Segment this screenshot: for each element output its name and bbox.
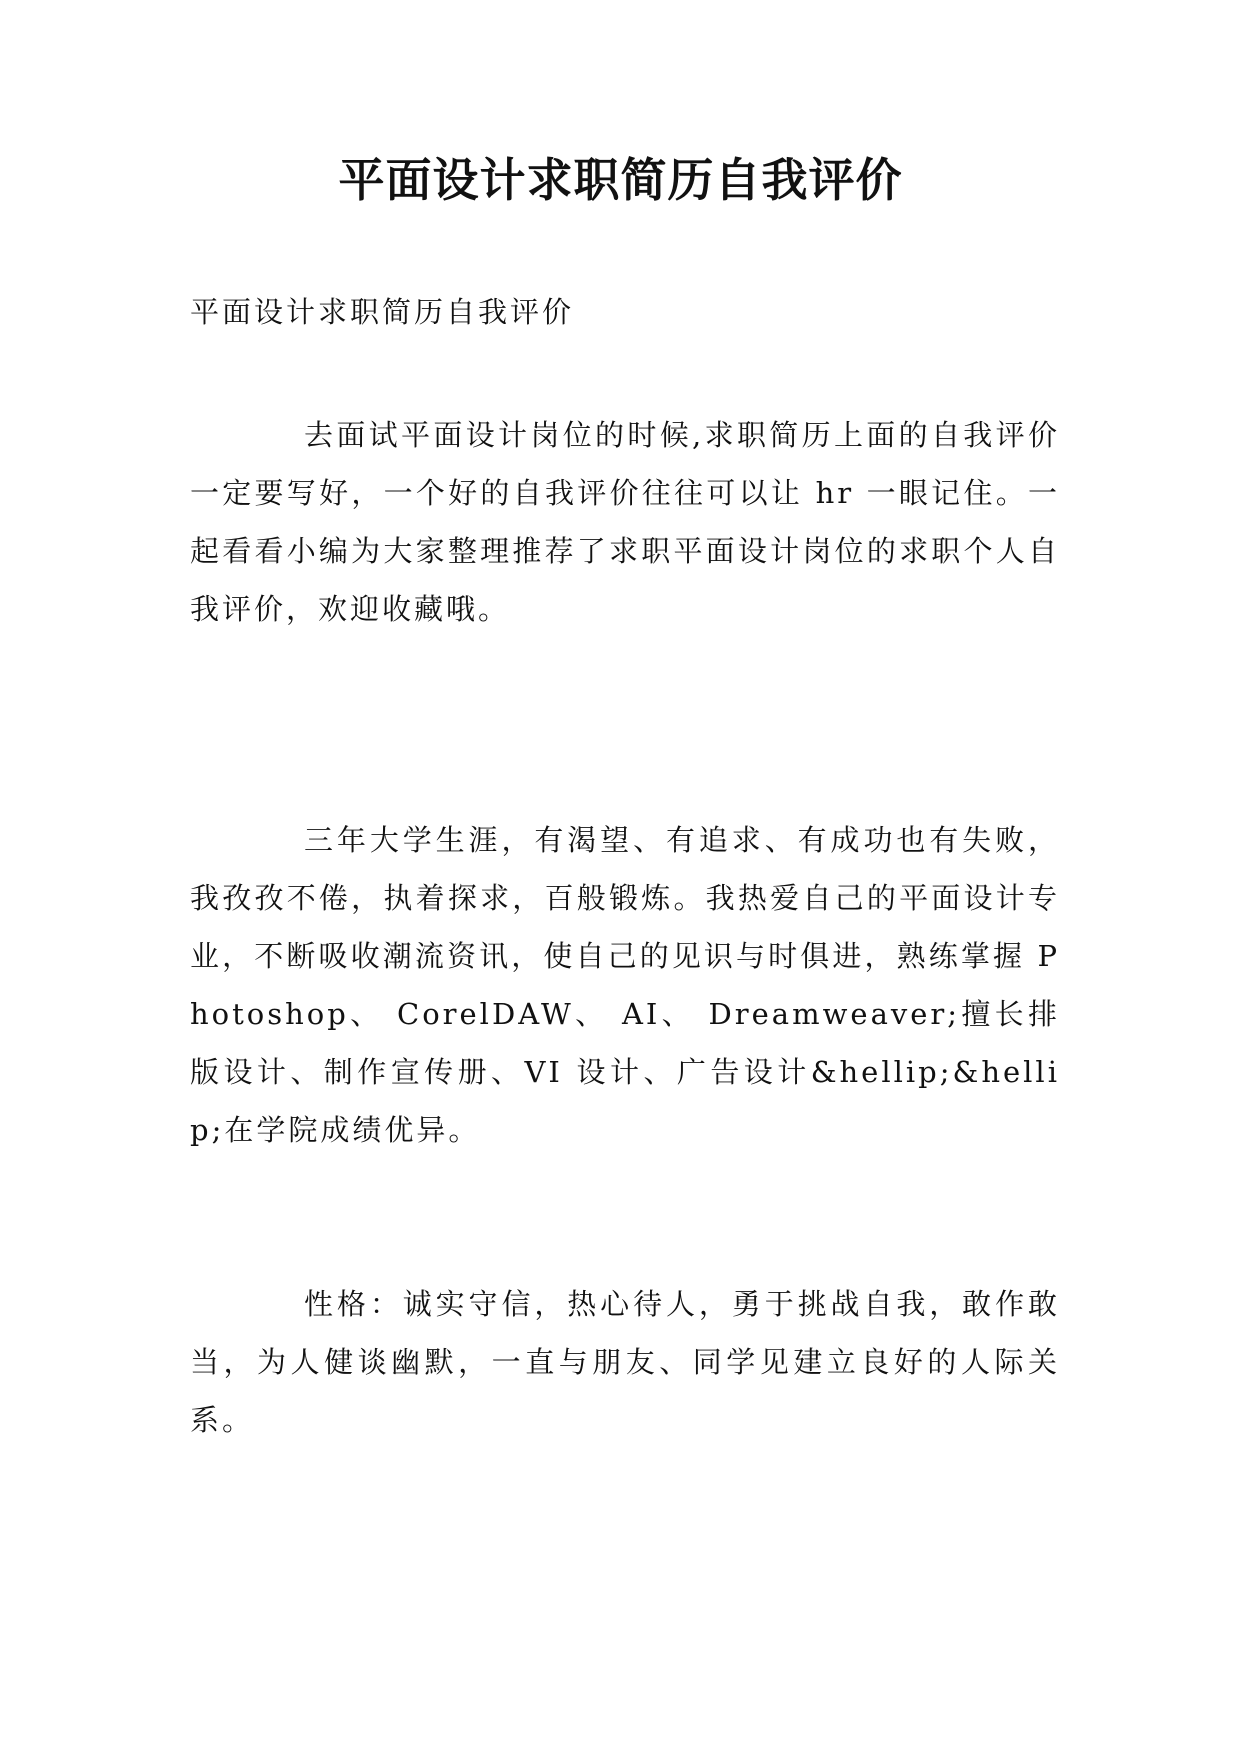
document-subtitle: 平面设计求职简历自我评价 <box>190 295 575 329</box>
personality-paragraph: 性格：诚实守信，热心待人，勇于挑战自我，敢作敢当，为人健谈幽默，一直与朋友、同学见建立良好的人际关系。 <box>190 1287 1060 1437</box>
experience-paragraph: 三年大学生涯，有渴望、有追求、有成功也有失败，我孜孜不倦，执着探求，百般锻炼。我热爱自己的平面设计专业，不断吸收潮流资讯，使自己的见识与时俱进，熟练掌握 Photoshop、 CorelDAW、 AI、 Dreamweaver;擅长排版设计、制作宣传册、VI 设计、广告设计&hellip;&hellip;在学院成绩优异。 <box>190 823 1060 1147</box>
intro-paragraph: 去面试平面设计岗位的时候,求职简历上面的自我评价一定要写好，一个好的自我评价往往可以让 hr 一眼记住。一起看看小编为大家整理推荐了求职平面设计岗位的求职个人自我评价，欢迎收藏哦。 <box>190 418 1060 626</box>
page-title: 平面设计求职简历自我评价 <box>338 153 903 207</box>
